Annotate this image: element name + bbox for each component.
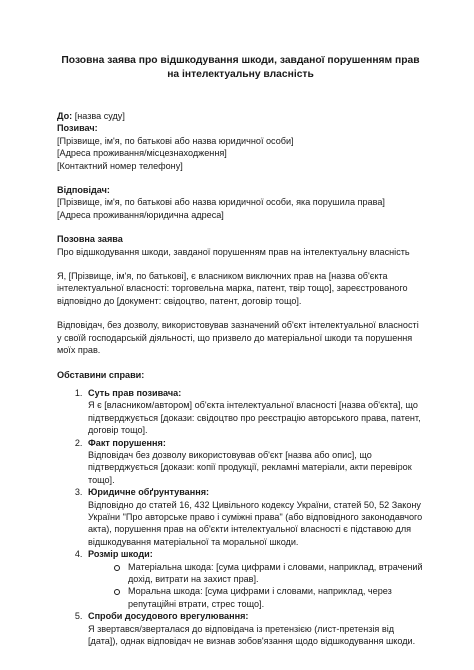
- circumstances-heading: Обставини справи:: [57, 369, 145, 380]
- list-item: [85, 610, 424, 647]
- court-value: [назва суду]: [72, 111, 125, 121]
- defendant-label: Відповідач:: [57, 185, 110, 196]
- plaintiff-phone: [Контактний номер телефону]: [57, 160, 183, 171]
- list-item: [85, 548, 424, 610]
- damages-sublist: [88, 561, 424, 611]
- claim-paragraph-ownership: Я, [Прізвище, ім'я, по батькові], є власником виключних прав на [назва об'єкта інтелектуальної власності: торговельна марка, патент, твір тощо], зареєстрованого відповідно до [документ: свідоцтво, патент, договір тощо].: [57, 271, 408, 306]
- plaintiff-name: [Прізвище, ім'я, по батькові або назва юридичної особи]: [57, 135, 294, 146]
- item-heading: 3. Юридичне обґрунтування:: [88, 487, 210, 498]
- list-item: [85, 437, 424, 487]
- plaintiff-address: [Адреса проживання/місцезнаходження]: [57, 148, 227, 159]
- sublist-item-material: Матеріальна шкода: [сума цифрами і словами, наприклад, втрачений дохід, витрати на захист прав].: [114, 561, 424, 586]
- list-item: [85, 387, 424, 437]
- circumstances-list: [57, 387, 424, 648]
- claim-subject: Про відшкодування шкоди, завданої порушенням прав на інтелектуальну власність: [57, 246, 410, 257]
- item-body: Відповідно до статей 16, 432 Цивільного кодексу України, статей 50, 52 Закону України "Про авторське право і суміжні права" (або відповідного законодавчого акта), порушення прав на об'єкти інтелектуальної власності є підставою для відшкодування матеріальної та моральної шкоди.: [88, 499, 423, 547]
- court-label: До:: [57, 111, 73, 121]
- item-heading: 4. Розмір шкоди:: [88, 549, 153, 560]
- item-body: Я є [власником/автором] об'єкта інтелектуальної власності [назва об'єкта], що підтверджується [докази: свідоцтво про реєстрацію авторського права, патент, договір тощо].: [88, 400, 421, 436]
- item-heading: 2. Факт порушення:: [88, 437, 166, 448]
- plaintiff-label: Позивач:: [57, 123, 98, 134]
- item-body: Я звертався/зверталася до відповідача із претензією (лист-претензія від [дата]), однак відповідач не визнав зобов'язання щодо відшкодування шкоди.: [88, 623, 416, 647]
- claim-paragraph-violation: Відповідач, без дозволу, використовував зазначений об'єкт інтелектуальної власності у своїй господарській діяльності, що призвело до матеріальної шкоди та порушення моїх прав.: [57, 320, 419, 356]
- item-heading: 5. Спроби досудового врегулювання:: [88, 611, 249, 622]
- defendant-name: [Прізвище, ім'я, по батькові або назва юридичної особи, яка порушила права]: [57, 197, 385, 208]
- claim-heading: Позовна заява: [57, 234, 123, 245]
- list-item: [85, 486, 424, 548]
- item-body: Відповідач без дозволу використовував об'єкт [назва або опис], що підтверджується [докази: копії продукції, рекламні матеріали, акти перевірок тощо].: [88, 449, 412, 485]
- item-heading: 1. Суть прав позивача:: [88, 387, 182, 398]
- sublist-item-moral: Моральна шкода: [сума цифрами і словами, наприклад, через репутаційні втрати, стрес тощо].: [114, 585, 424, 610]
- court-line: [57, 110, 424, 122]
- document-title: Позовна заява про відшкодування шкоди, завданої порушенням прав на інтелектуальну власність: [61, 55, 420, 80]
- defendant-address: [Адреса проживання/юридична адреса]: [57, 209, 224, 220]
